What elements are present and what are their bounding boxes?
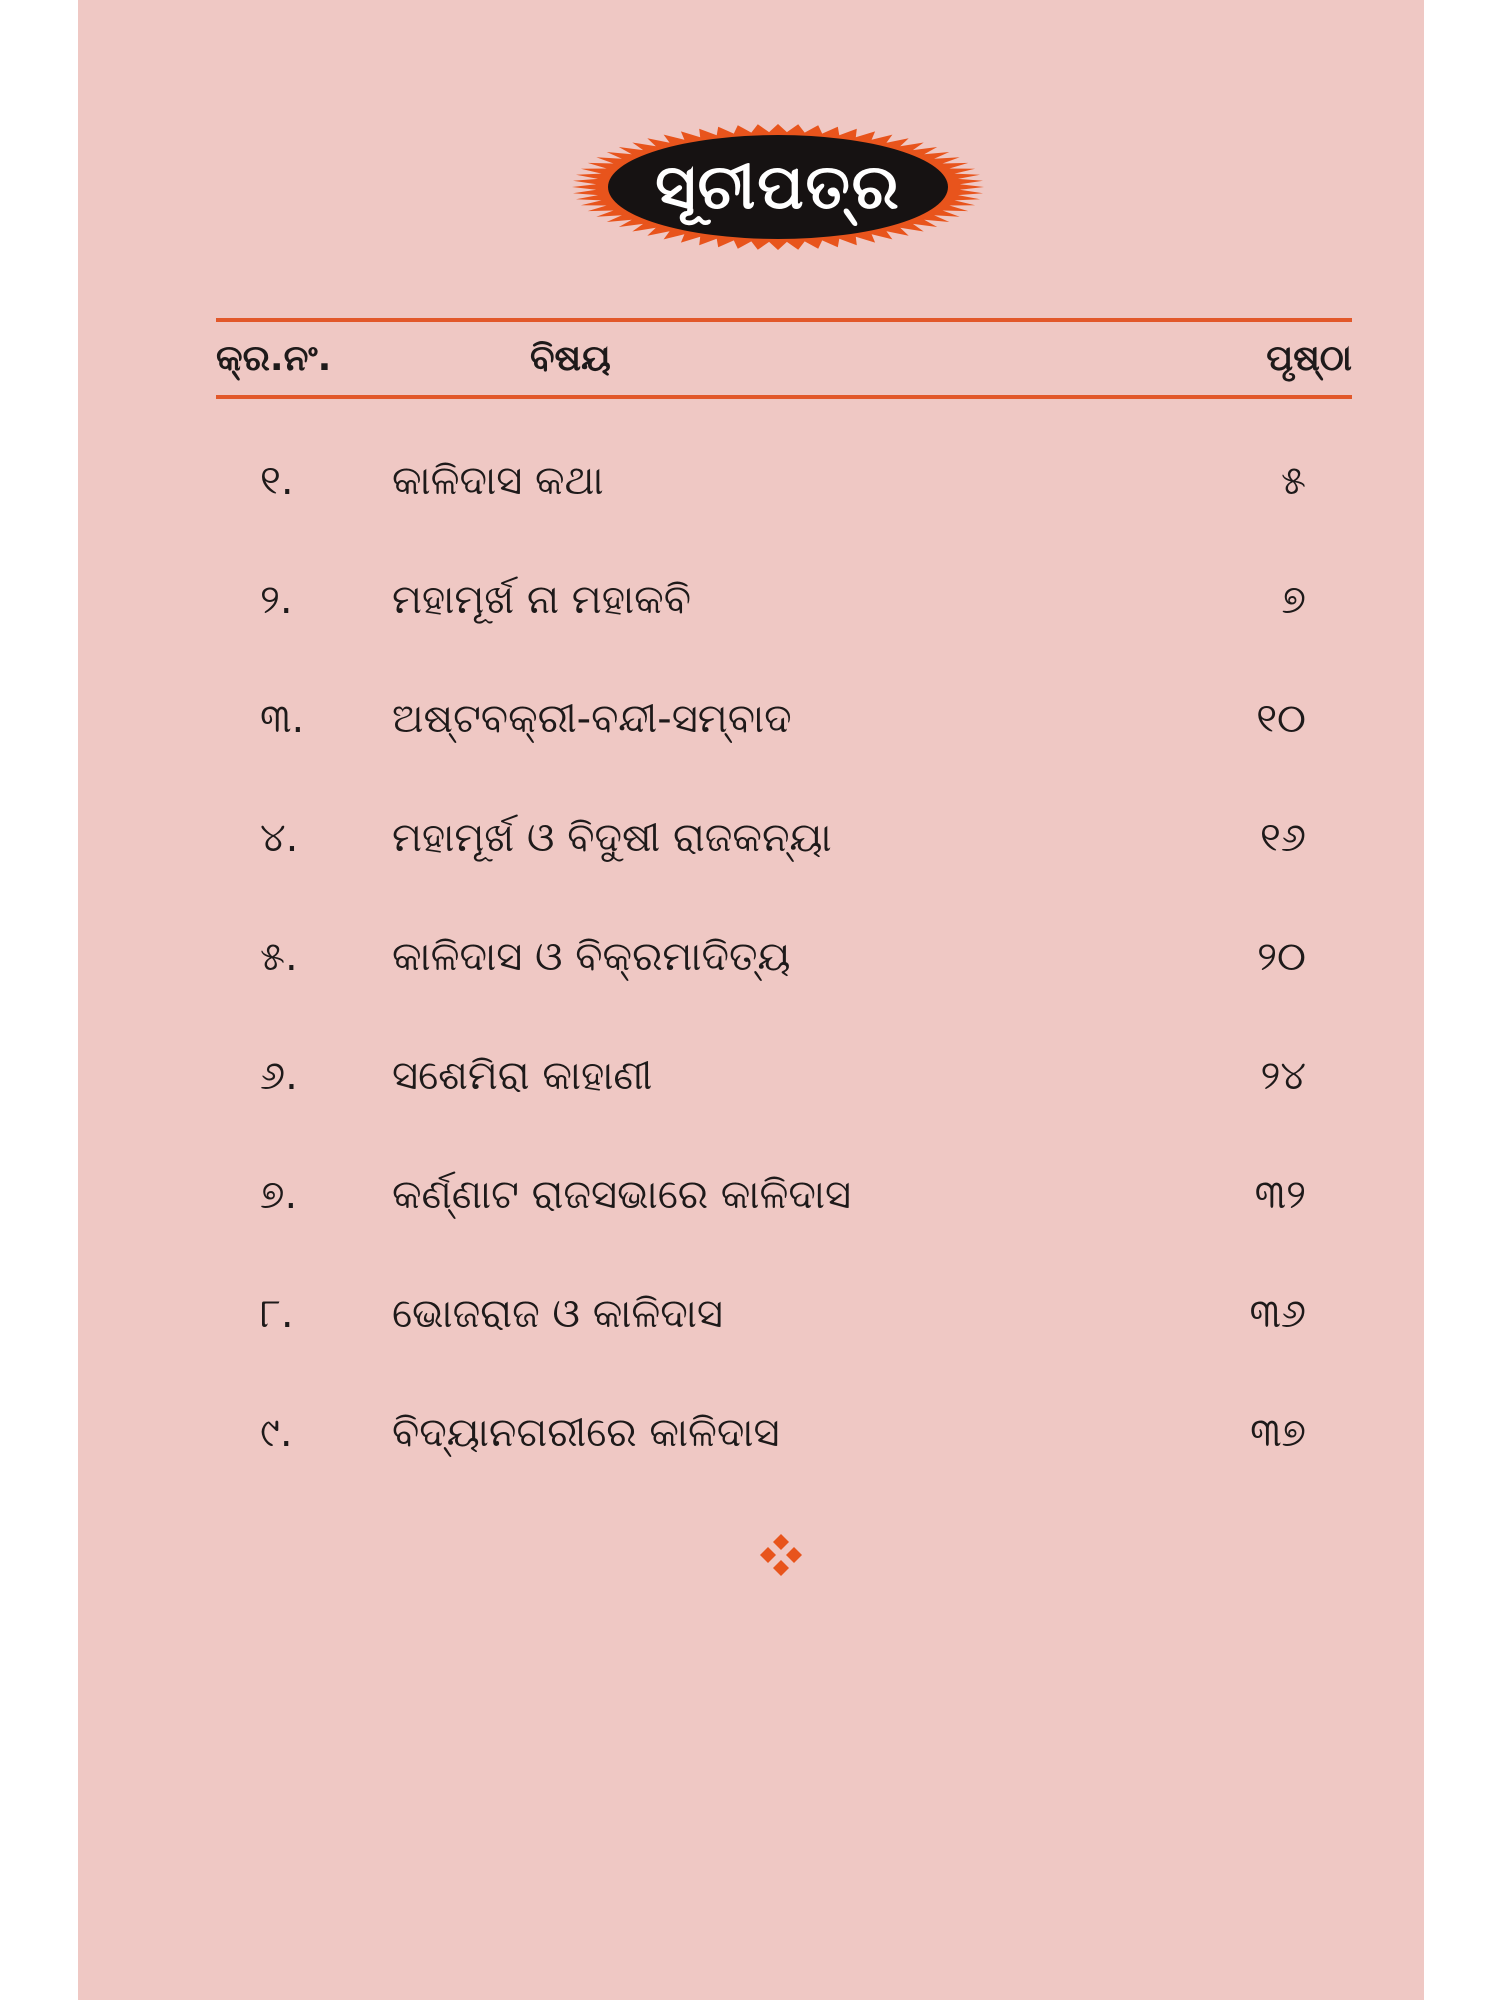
header-bottom-rule bbox=[216, 395, 1352, 399]
entry-page: ୧୦ bbox=[1256, 696, 1306, 742]
entry-page: ୩୨ bbox=[1254, 1172, 1306, 1218]
subject-column-header: ବିଷୟ bbox=[530, 338, 611, 379]
heading-badge bbox=[568, 122, 988, 252]
toc-entry bbox=[216, 1033, 1352, 1152]
entry-title: ସଶେମିରା କାହାଣୀ bbox=[392, 1053, 653, 1099]
toc-entry bbox=[216, 914, 1352, 1033]
entry-number: ୧. bbox=[260, 458, 294, 504]
entry-number: ୮. bbox=[260, 1291, 294, 1337]
toc-entry bbox=[216, 795, 1352, 914]
entry-title: ମହାମୂର୍ଖ ନା ମହାକବି bbox=[392, 577, 691, 623]
toc-entry bbox=[216, 676, 1352, 795]
entry-page: ୩୬ bbox=[1249, 1291, 1306, 1337]
toc-entry bbox=[216, 1271, 1352, 1390]
entry-page: ୨୦ bbox=[1257, 934, 1306, 980]
entry-number: ୫. bbox=[260, 934, 298, 980]
toc-entry bbox=[216, 1390, 1352, 1509]
entry-title: କର୍ଣ୍ଣାଟ ରାଜସଭାରେ କାଳିଦାସ bbox=[392, 1172, 852, 1218]
entry-title: ବିଦ୍ୟାନଗରୀରେ କାଳିଦାସ bbox=[392, 1410, 780, 1456]
entry-title: କାଳିଦାସ କଥା bbox=[392, 458, 604, 504]
entry-title: କାଳିଦାସ ଓ ବିକ୍ରମାଦିତ୍ୟ bbox=[392, 934, 791, 980]
entry-page: ୭ bbox=[1281, 577, 1306, 623]
page-title: ସୂଚୀପତ୍ର bbox=[655, 150, 901, 223]
entry-page: ୧୬ bbox=[1260, 815, 1306, 861]
toc-header-row bbox=[216, 330, 1352, 390]
entry-page: ୩୭ bbox=[1250, 1410, 1306, 1456]
entry-number: ୯. bbox=[260, 1410, 293, 1456]
entry-title: ଭୋଜରାଜ ଓ କାଳିଦାସ bbox=[392, 1291, 723, 1337]
book-page bbox=[78, 0, 1424, 2000]
page-column-header: ପୃଷ୍ଠା bbox=[1266, 338, 1352, 379]
entry-number: ୭. bbox=[260, 1172, 298, 1218]
entry-title: ମହାମୂର୍ଖ ଓ ବିଦୁଷୀ ରାଜକନ୍ୟା bbox=[392, 815, 832, 861]
entry-number: ୪. bbox=[260, 815, 299, 861]
serial-column-header: କ୍ର.ନଂ. bbox=[216, 338, 332, 379]
entry-number: ୨. bbox=[260, 577, 293, 623]
toc-entry bbox=[216, 1152, 1352, 1271]
toc-list bbox=[216, 438, 1352, 1509]
entry-page: ୨୪ bbox=[1260, 1053, 1306, 1099]
toc-entry bbox=[216, 438, 1352, 557]
diamond-cluster-ornament-icon bbox=[758, 1532, 804, 1578]
header-top-rule bbox=[216, 318, 1352, 322]
entry-number: ୩. bbox=[260, 696, 305, 742]
entry-page: ୫ bbox=[1281, 458, 1306, 504]
entry-title: ଅଷ୍ଟବକ୍ରୀ-ବନ୍ଦୀ-ସମ୍ବାଦ bbox=[392, 696, 792, 742]
entry-number: ୬. bbox=[260, 1053, 298, 1099]
toc-entry bbox=[216, 557, 1352, 676]
